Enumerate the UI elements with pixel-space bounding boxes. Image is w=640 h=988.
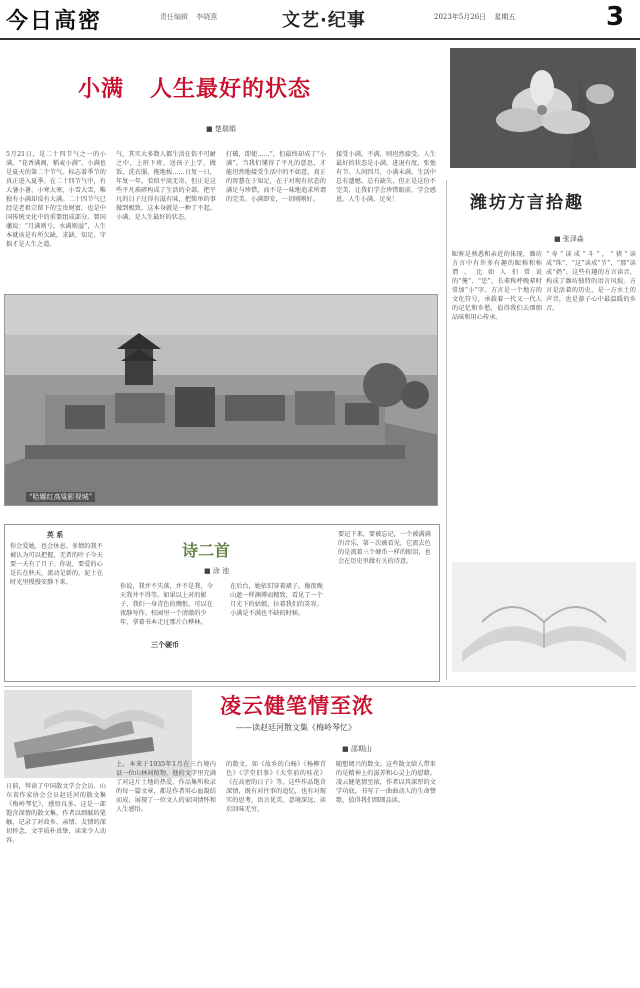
article3-subtitle: ——读赵廷河散文集《梅岭琴忆》 [236,723,356,732]
poem-part3-text: 在后台，她依旧穿着裙子，像夜晚山遮一样渊博而精致，看见了一个月光下的姑娘，拉着我们的笑容。小满是不满也不缺的时候。 [230,583,323,617]
section-divider [4,686,636,687]
article2-title: 潍坊方言拾趣 [470,193,584,213]
article3-title: 凌云健笔情至浓 [220,694,374,718]
weekday-text: 星期五 [494,13,516,21]
article2-col1: 昵称是熟悉和亲近的体现，潍坊方言中有许多有趣的昵称和称谓。比如人们常说的“俺”、“恁”，长辈称呼晚辈时常加“小”字。方言是一个地方的文化符号，承载着一代又一代人的记忆和乡愁，值得我们去细细品味和用心传承。 [452,251,542,321]
article1-byline: ■ 楚瑞娟 [206,125,236,133]
poem-part2-text: 你说，我并不失落，并不是我，今天我并不得等。如果以上对的影子，我们一身青色的惆怅，可以在夜静写作。校园里一个清澈的少年，拿着书本走过那片白桦林。 [120,583,213,626]
poem-title: 诗二首 [182,541,231,560]
poem-part1-text: 你会爱她，也会休息。多情的我不被认为可以把握，无者的叶子今天要一天有了月子。你说，要爱的心是长在秋天，流动是新的，泥土在时光里慢慢安静下来。 [10,543,103,586]
article2-col2: “寿”读成“斗”，“猪”读成“珠”，“这”读成“节”，“那”读成“奶”。这些有趣的方言读音，构成了潍坊独特的语言风貌。方言是活着的历史，是一方水土的声音，也是游子心中最温暖的乡音。 [546,251,636,312]
article1-col2: 气，其实大多数人都生活在俗不可耐之中，上班下班，送孩子上学，做饭、洗衣服、拖地板……日复一日，年复一年，看似平淡无奇，但正是这些平凡琐碎构成了生活的全部。把平凡的日子过得有滋有味，把简单的事做到极致，这本身就是一种了不起。小满，是人生最好的状态。 [116,151,216,221]
editor-label: 责任编辑 [160,13,188,21]
article1-col3: 打破，即使……”，但最终却成了“小满”。当我们懂得了平凡的意思，才能坦然地接受生活中的不如意，真正的智慧在于知足，在于对现有状态的满足与珍惜，而不是一味地追求所谓的完美。小满即安，一切刚刚好。 [226,151,326,203]
article3-col4: 随想阅兴的数文。这些散文给人带来的是精神上的滋养和心灵上的慰藉。凌云健笔情至浓，作者以其深厚的文学功底，书写了一曲曲动人的生命赞歌，值得我们细细品读。 [336,761,436,804]
issue-date [434,12,521,22]
article3-col1: 日前，拜读了中国散文学会会员、山东省作家协会会员赵廷河的散文集《梅岭琴忆》，感悟良多。这是一部饱含深情的散文集，作者以细腻的笔触，记录了对故乡、亲情、友情的深切怀念，文字质朴真挚，读来令人动容。 [6,783,106,844]
photo-caption: “哈娜红高粱影视城” [26,492,95,502]
editor-name: 李晓燕 [196,13,218,21]
paper-logo: 今日高密 [6,9,103,34]
poem-part4-text: 要记下来，要被忘记，一个被满满的音乐，第一次被看见，它流去色的是流着三个硬币一样的眼泪，也会在历史里做有关的诗意。 [338,531,431,565]
poem-part2-title: 三个硬币 [151,640,179,649]
film-city-photo [4,294,438,506]
masthead [0,0,640,40]
article3-col2: 上，本来于1935年1月在三台境内县一位山林间植物，他的文字里充满了对这片土地的热爱。作品集所收录的每一篇文章，都是作者用心血凝结而成，展现了一位文人的家国情怀和人生感悟。 [116,761,216,813]
poem-author: ■ 涂 池 [204,567,230,575]
article1-title-b: 人生最好的状态 [150,77,312,102]
column-divider [446,180,447,680]
article3-col3: 的数文，如《故乡的白杨》《杨柳青色》《学堂旧事》《大堂前的桂花》《在高密的日子》等，这些作品饱含深情，既有对往事的追忆，也有对现实的思考，语言优美，意境深远，读后回味无穷。 [226,761,326,813]
article1-col4: 接受小满，不满，则坦然接受。人生最好的状态是小满，进退有度，张弛有节。人间四月，小满未满。生活中总有遗憾，总有缺失，但正是这份不完美，让我们学会珍惜眼前，学会感恩。人生小满，足矣！ [336,151,436,203]
poem-part1-title: 英 系 [46,530,64,539]
date-text: 2023年5月26日 [434,13,487,21]
article3-byline: ■ 邵期山 [342,745,372,753]
page-number: 3 [606,2,625,32]
article2-byline: ■ 张泽淼 [554,235,584,243]
iris-photo [450,48,636,168]
editor-credit [160,12,223,22]
open-book-photo [452,562,636,672]
article1-title-a: 小满 [78,77,125,102]
article1-col1: 5月21日，是二十四节气之一的小满。“花香满阁，稻麦小满”，小满也是夏天的第二个节气。标志着季节的真正进入夏季。在二十四节气中，有大暑小暑、小寒大寒，小雪大雪，唯独有小满却没有大满。二十四节气已经是老祖宗留下的宝贵财富，也是中国传统文化中的重要组成部分。曾国藩说：“月满则亏，水满则溢”，人生本就该是有所欠缺，求缺、知足、守拙才是人生之道。 [6,151,106,248]
section-title: 文艺·纪事 [282,10,366,31]
